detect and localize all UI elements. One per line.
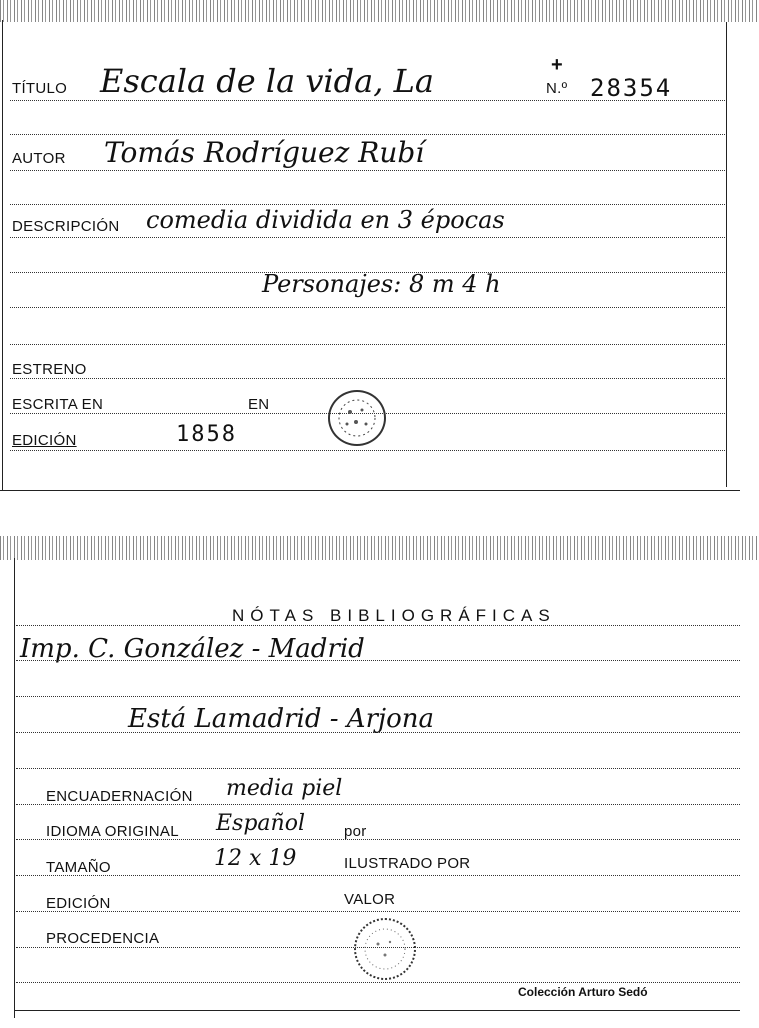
rule-n2 <box>16 696 740 697</box>
card-border-left <box>2 20 3 490</box>
card-border-bottom-2 <box>14 1010 740 1011</box>
numero-label: N.º <box>546 80 568 97</box>
por-label: por <box>344 823 367 840</box>
personajes-value: Personajes: 8 m 4 h <box>262 270 501 298</box>
rule-after-titulo <box>10 134 725 135</box>
rule-edicion <box>10 450 725 451</box>
rule-estreno <box>10 378 725 379</box>
rule-notas <box>16 625 740 626</box>
escrita-label: ESCRITA EN <box>12 396 104 413</box>
autor-value: Tomás Rodríguez Rubí <box>104 136 425 169</box>
procedencia-label: PROCEDENCIA <box>46 930 160 947</box>
titulo-label: TÍTULO <box>12 80 68 97</box>
top-card <box>0 0 759 500</box>
bottom-card <box>0 536 759 1028</box>
card-border-right <box>726 22 727 487</box>
tamano-value: 12 x 19 <box>214 846 297 871</box>
encuadernacion-label: ENCUADERNACIÓN <box>46 788 193 805</box>
titulo-value: Escala de la vida, La <box>100 62 434 100</box>
edicion-label-bottom: EDICIÓN <box>46 895 111 912</box>
valor-label: VALOR <box>344 891 396 908</box>
idioma-value: Español <box>216 811 305 836</box>
rule-after-autor <box>10 204 725 205</box>
rule-last <box>16 982 740 983</box>
rule-autor <box>10 170 725 171</box>
scan-noise-bottom <box>0 536 759 560</box>
rule-edicion2 <box>16 911 740 912</box>
descripcion-label: DESCRIPCIÓN <box>12 218 120 235</box>
ilustrado-label: ILUSTRADO POR <box>344 855 471 872</box>
scan-noise-top <box>0 0 759 22</box>
notas-title: NÓTAS BIBLIOGRÁFICAS <box>232 606 556 625</box>
rule-tamano <box>16 875 740 876</box>
seal-texture <box>330 392 384 444</box>
estreno-label: ESTRENO <box>12 361 87 378</box>
descripcion-value: comedia dividida en 3 épocas <box>146 206 505 234</box>
tamano-label: TAMAÑO <box>46 859 111 876</box>
nota-1: Imp. C. González - Madrid <box>20 634 365 664</box>
nota-2: Está Lamadrid - Arjona <box>128 704 434 734</box>
card-border-left-bottom <box>14 558 15 1018</box>
idioma-label: IDIOMA ORIGINAL <box>46 823 179 840</box>
edicion-label: EDICIÓN <box>12 432 77 449</box>
numero-value: 28354 <box>590 74 673 102</box>
seal-texture-bottom <box>356 920 414 978</box>
en-label: EN <box>248 396 270 413</box>
encuadernacion-value: media piel <box>226 776 343 801</box>
autor-label: AUTOR <box>12 150 66 167</box>
edicion-value: 1858 <box>176 422 237 447</box>
seal-stamp-top <box>328 390 386 446</box>
rule-n4 <box>16 768 740 769</box>
rule-desc-4 <box>10 344 725 345</box>
seal-stamp-bottom <box>354 918 416 980</box>
rule-descripcion <box>10 237 725 238</box>
numero-mark: + <box>551 54 563 76</box>
card-border-bottom <box>0 490 740 491</box>
coleccion-footer: Colección Arturo Sedó <box>518 985 648 999</box>
rule-desc-3 <box>10 307 725 308</box>
